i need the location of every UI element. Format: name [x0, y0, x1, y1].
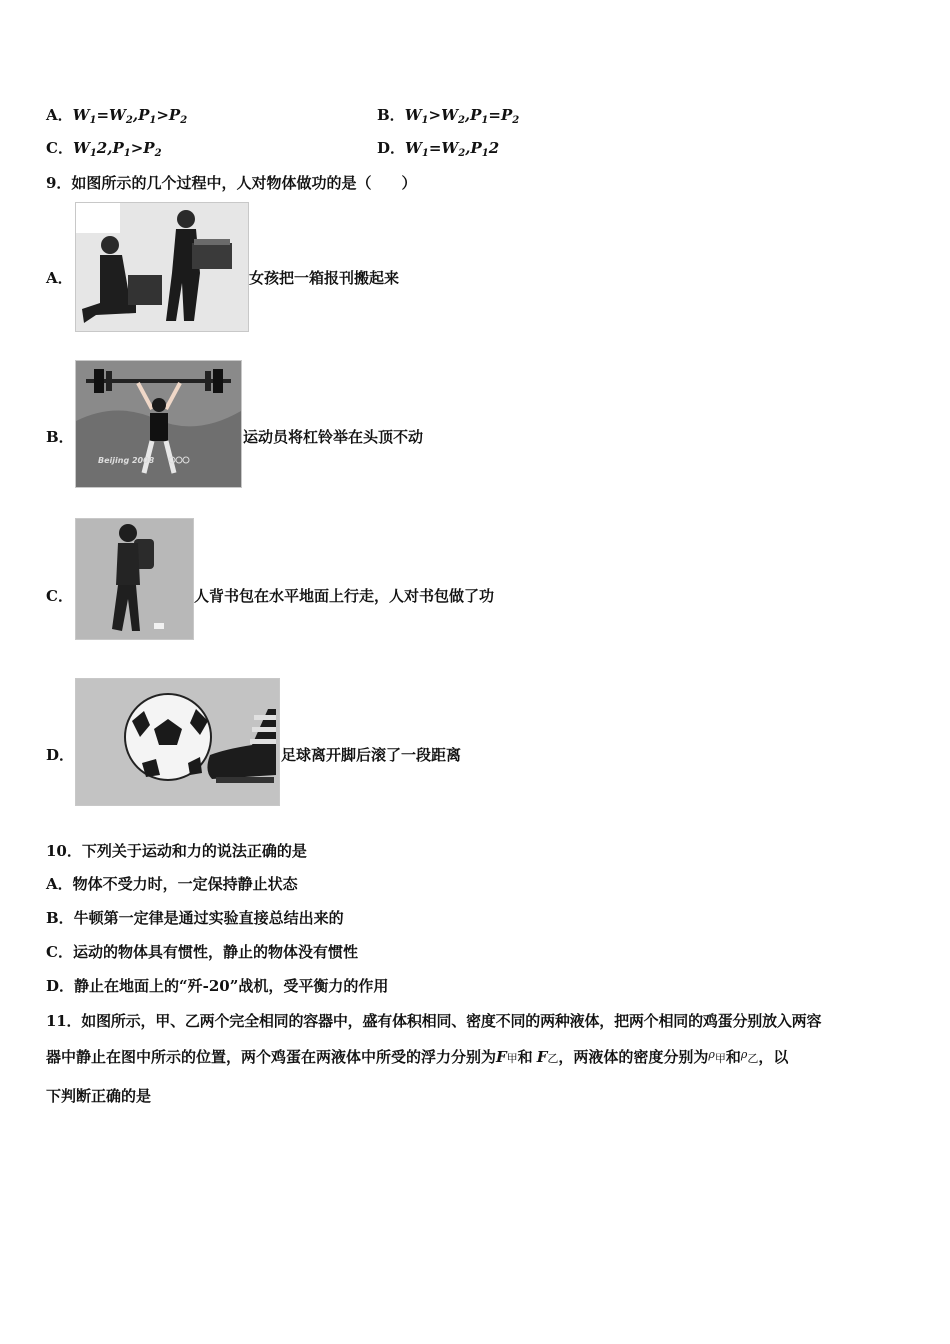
- q9-option-d-image: [75, 678, 280, 806]
- q8-option-b[interactable]: B．$W_1>W_2,P_1=P_2$: [377, 106, 520, 126]
- q9-option-a-letter[interactable]: A．: [46, 269, 73, 287]
- football-and-shoe-illustration: [76, 679, 279, 805]
- q11-stem-line2: 器中静止在图中所示的位置，两个鸡蛋在两液体中所受的浮力分别为F甲和 F乙，两液体的密度分别为$^\rho$甲和$^\rho$乙，以: [46, 1048, 789, 1066]
- q10-option-d[interactable]: D．静止在地面上的“歼-20”战机，受平衡力的作用: [46, 977, 389, 995]
- q8-option-c[interactable]: C．$W_12,P_1>P_2$: [46, 139, 162, 159]
- q9-stem: 9．如图所示的几个过程中，人对物体做功的是（ ）: [46, 174, 417, 192]
- q10-option-a[interactable]: A．物体不受力时，一定保持静止状态: [46, 875, 298, 893]
- weightlifter-illustration: [76, 361, 241, 487]
- q9-option-b-image: [75, 360, 242, 488]
- person-with-backpack-illustration: [76, 519, 193, 639]
- q10-option-b[interactable]: B．牛顿第一定律是通过实验直接总结出来的: [46, 909, 344, 927]
- q10-stem: 10．下列关于运动和力的说法正确的是: [46, 842, 307, 860]
- q8-option-a[interactable]: A．$W_1=W_2,P_1>P_2$: [46, 106, 188, 126]
- q11-stem-line1: 11．如图所示，甲、乙两个完全相同的容器中，盛有体积相同、密度不同的两种液体，把两个相同的鸡蛋分别放入两容: [46, 1012, 822, 1030]
- q11-stem-line3: 下判断正确的是: [46, 1087, 152, 1105]
- q9-option-d-letter[interactable]: D．: [46, 746, 75, 764]
- q8-option-c-text: $W_12,P_1>P_2$: [72, 139, 162, 159]
- beijing-2008-logo-text: Beijing 2008: [98, 456, 155, 465]
- q9-option-c-letter[interactable]: C．: [46, 587, 73, 605]
- q9-option-a-image: [75, 202, 249, 332]
- q9-option-b-caption: 运动员将杠铃举在头顶不动: [243, 428, 424, 446]
- q8-option-d[interactable]: D．$W_1=W_2,P_12$: [377, 139, 500, 159]
- q8-option-b-text: $W_1>W_2,P_1=P_2$: [404, 106, 520, 126]
- girl-lifting-box-illustration: [76, 203, 248, 331]
- q9-option-c-caption: 人背书包在水平地面上行走，人对书包做了功: [194, 587, 495, 605]
- q9-option-c-image: [75, 518, 194, 640]
- q9-option-d-caption: 足球离开脚后滚了一段距离: [281, 746, 462, 764]
- q8-option-d-text: $W_1=W_2,P_12$: [405, 139, 500, 159]
- q9-option-a-caption: 女孩把一箱报刊搬起来: [249, 269, 400, 287]
- q9-option-b-letter[interactable]: B．: [46, 428, 74, 446]
- q8-option-a-text: $W_1=W_2,P_1>P_2$: [72, 106, 188, 126]
- q10-option-c[interactable]: C．运动的物体具有惯性，静止的物体没有惯性: [46, 943, 358, 961]
